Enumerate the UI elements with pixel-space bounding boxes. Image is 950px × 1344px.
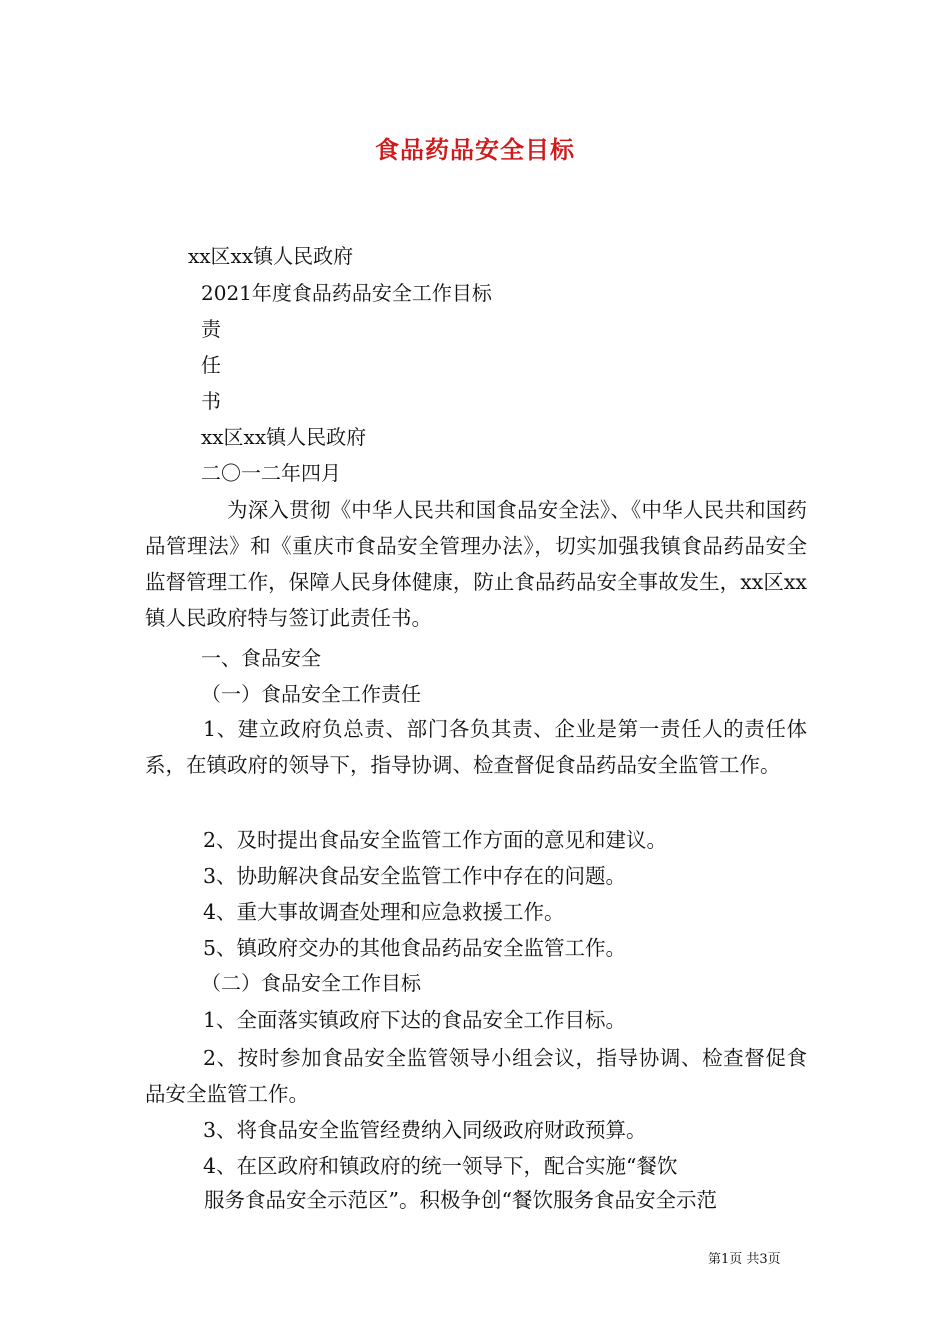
- list-item: 5、镇政府交办的其他食品药品安全监管工作。: [203, 936, 627, 960]
- list-item: 3、协助解决食品安全监管工作中存在的问题。: [203, 864, 627, 888]
- list-item: 2、按时参加食品安全监管领导小组会议，指导协调、检查督促食品安全监管工作。: [145, 1046, 807, 1106]
- list-item: 4、重大事故调查处理和应急救援工作。: [203, 900, 565, 924]
- list-item: 3、将食品安全监管经费纳入同级政府财政预算。: [203, 1118, 647, 1142]
- cover-issuer-2: xx区xx镇人民政府: [201, 425, 367, 449]
- intro-paragraph: 为深入贯彻《中华人民共和国食品安全法》、《中华人民共和国药品管理法》和《重庆市食品安全管理办法》，切实加强我镇食品药品安全监督管理工作，保障人民身体健康，防止食品药品安全事故发生，xx区xx镇人民政府特与签订此责任书。: [145, 498, 807, 630]
- cover-subtitle: 2021年度食品药品安全工作目标: [201, 281, 492, 305]
- cover-char-shu: 书: [201, 389, 221, 413]
- list-item: 1、建立政府负总责、部门各负其责、企业是第一责任人的责任体系，在镇政府的领导下，指导协调、检查督促食品药品安全监管工作。: [145, 717, 807, 777]
- page-number-footer: 第1页 共3页: [708, 1252, 781, 1267]
- cover-date: 二〇一二年四月: [201, 461, 341, 485]
- cover-issuer: xx区xx镇人民政府: [188, 244, 354, 268]
- list-item: 4、在区政府和镇政府的统一领导下，配合实施“餐饮: [203, 1154, 678, 1178]
- list-item: 服务食品安全示范区”。积极争创“餐饮服务食品安全示范: [204, 1188, 717, 1212]
- list-item: 1、全面落实镇政府下达的食品安全工作目标。: [203, 1008, 627, 1032]
- section-heading-food-safety: 一、食品安全: [201, 646, 321, 670]
- subsection-heading-responsibility: （一）食品安全工作责任: [201, 682, 421, 706]
- document-title: 食品药品安全目标: [375, 135, 575, 164]
- cover-char-ze: 责: [201, 317, 221, 341]
- subsection-heading-targets: （二）食品安全工作目标: [201, 971, 421, 995]
- cover-char-ren: 任: [201, 353, 221, 377]
- list-item: 2、及时提出食品安全监管工作方面的意见和建议。: [203, 828, 668, 852]
